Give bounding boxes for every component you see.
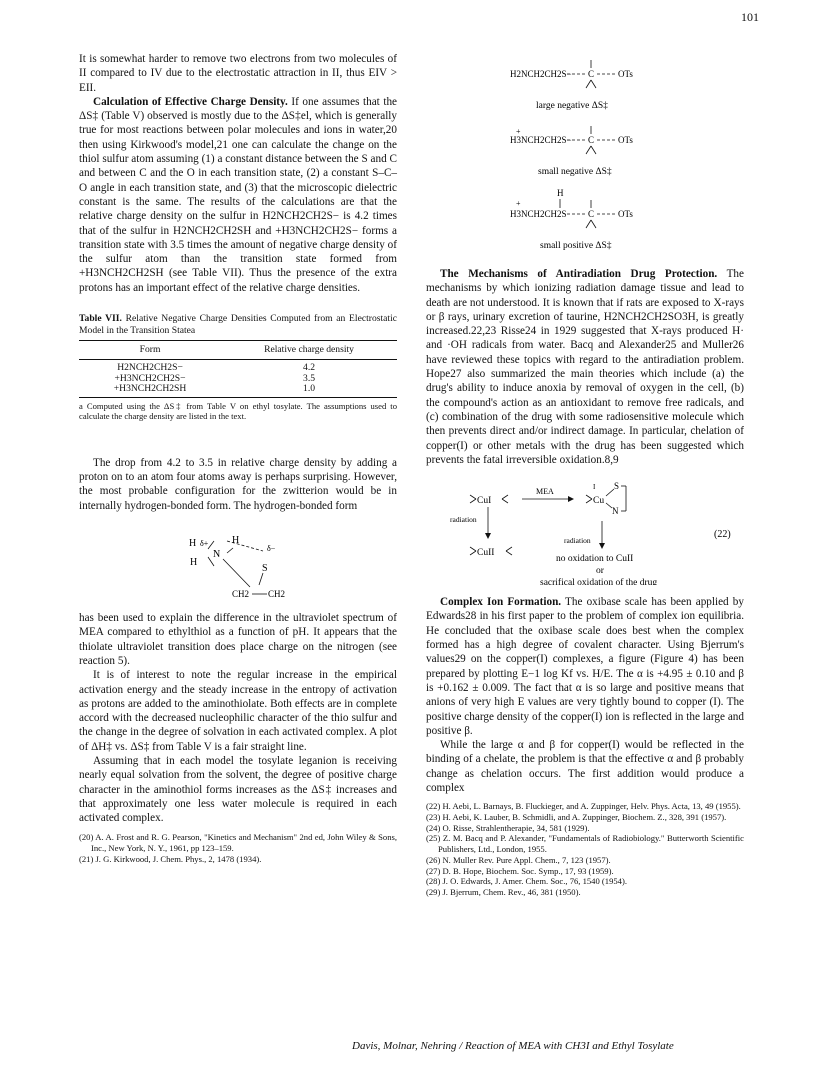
carbon-atom: C (588, 209, 595, 219)
zwitterion-formula: H3NCH2CH2S− (510, 135, 572, 145)
transition-state-schemes (426, 46, 744, 256)
table-title: Relative Negative Charge Densities Computed from an Electrostatic Model in the Transition Statea (79, 313, 398, 336)
reference-item: (23) H. Aebi, K. Lauber, B. Schmidli, and A. Zuppinger, Biochem. Z., 328, 391 (1957). (426, 812, 727, 823)
hydrogen-atom: H (189, 538, 197, 550)
or-label: or (596, 566, 604, 577)
paragraph: It is of interest to note the regular increase in the empirical activation energy and the steady increase in the entropy of activation as protons are added to the aminothiolate. Both effects are in complete accord with the decreased nucleophilic character of the thio sulfur and the change in the degree of solvation in each activated complex. A plot of ΔH‡ vs. ΔS‡ from Table V is a fair straight line. (79, 669, 397, 753)
equation-number: (22) (714, 529, 731, 541)
tosylate-group: OTs (618, 69, 633, 79)
reference-item: (22) H. Aebi, L. Barnays, B. Fluckieger, and A. Zuppinger, Helv. Phys. Acta, 13, 49 (1955). (426, 801, 741, 812)
paragraph-text: The mechanisms by which ionizing radiation damage tissue and lead to death are not understood. It is known that if rats are exposed to X-rays or β rays, urinary excretion of taurine, H2NCH2CH2SO3H, is greatly increased.22,23 Risse24 in 1929 suggested that X-rays produced H· and ·OH radicals from water. Bacq and Alexander25 and Muller26 have reviewed these topics with regard to the antiradiation problem. Hope27 also summarized the main theories which include (a) the drug's ability to induce anoxia by removal of oxygen in the cell, (b) the compound's action as an antioxidant to remove free radicals, and (c) combination of the drug with some radiosensitive molecule which then prevents direct and/or indirect damage. In particular, chelation of copper(I) or other metals with the drug has been suggested which prevents the fatal irreversible oxidation.8,9 (426, 268, 744, 466)
plus-charge: + (516, 199, 521, 208)
hydrogen-atom: H (557, 188, 564, 198)
table-cell: +H3NCH2CH2SH (79, 384, 221, 397)
section-heading: Calculation of Effective Charge Density. (93, 95, 288, 108)
radiation-label: radiation (564, 536, 591, 546)
table-cell: 3.5 (303, 372, 316, 384)
table-label: Table VII. (79, 313, 122, 325)
tosylate-group: OTs (618, 209, 633, 219)
copper-i: CuI (477, 496, 492, 507)
delta-minus: δ− (267, 544, 276, 554)
paragraph-antiradiation (426, 267, 744, 467)
sacrificial-oxidation-label: sacrifical oxidation of the drug (540, 578, 658, 586)
copper-ii: CuII (477, 548, 495, 559)
reaction-22-drawing (426, 477, 744, 585)
paragraph: The drop from 4.2 to 3.5 in relative charge density by adding a proton on to an atom four atoms away is perhaps surprising. However, the most probable configuration for the zwitterion would be in internally hydrogen-bonded form. The hydrogen-bonded form (79, 456, 397, 512)
hydrogen-atom: H (232, 535, 240, 547)
table-caption (79, 313, 397, 336)
table-header: Form (79, 341, 221, 360)
reference-item: (26) N. Muller Rev. Pure Appl. Chem., 7, 123 (1957). (426, 854, 611, 865)
nitrogen-atom: N (612, 506, 619, 517)
no-oxidation-label: no oxidation to CuII (556, 554, 634, 565)
entropy-label: small positive ΔS‡ (540, 241, 612, 251)
page-number: 101 (741, 10, 759, 24)
charge-density-table (79, 340, 397, 398)
transition-state-drawing (426, 46, 744, 256)
table-cell: 4.2 (303, 362, 316, 374)
reference-item: (28) J. O. Edwards, J. Amer. Chem. Soc., 76, 1540 (1954). (426, 876, 627, 887)
table-row (79, 360, 397, 374)
sulfur-atom: S (614, 481, 620, 492)
plus-charge: + (516, 127, 521, 136)
paragraph-complex-ion (426, 595, 744, 738)
radiation-label: radiation (450, 515, 477, 525)
ch2-group: CH2 (232, 589, 250, 600)
references-right (426, 801, 744, 897)
mea-reagent: MEA (536, 487, 554, 497)
reference-item: (29) J. Bjerrum, Chem. Rev., 46, 381 (1950). (426, 886, 581, 897)
table-cell: +H3NCH2CH2S− (114, 372, 186, 384)
paragraph-text: The oxibase scale has been applied by Edwards28 in his first paper to the problem of complex ion equilibria. He concluded that the oxibase scale does best when the complex formed has a high degree of covalent character. Using Bjerrum's values29 on the copper(I) complexes, a figure (Figure 4) has been prepared by plotting E−1 log Kf vs. H/E. The α is +4.95 ± 0.10 and β is +0.162 ± 0.009. The fact that α is so large and positive means that anions of very high E values are very tightly bound to copper (I). The positive charge density of the copper(I) ion is reflected in the large and positive β. (426, 596, 744, 737)
table-cell: 1.0 (221, 384, 397, 397)
reaction-22-scheme (426, 477, 744, 585)
paragraph-charge-density (79, 95, 397, 295)
thiolate-formula: H2NCH2CH2S− (510, 69, 572, 79)
tosylate-group: OTs (618, 135, 633, 145)
reference-item: (24) O. Risse, Strahlentherapie, 34, 581 (1929). (426, 822, 590, 833)
section-heading: The Mechanisms of Antiradiation Drug Protection. (440, 268, 718, 280)
paragraph: It is somewhat harder to remove two electrons from two molecules of II compared to IV due to the electrostatic attraction in II, thus EIV > EII. (79, 53, 397, 94)
reference-item: (20) A. A. Frost and R. G. Pearson, "Kinetics and Mechanism" 2nd ed, John Wiley & Sons, Inc., New York, N. Y., 1961, pp 123–159. (79, 832, 397, 854)
copper-chelate: Cu (593, 496, 605, 507)
entropy-label: small negative ΔS‡ (538, 167, 612, 177)
paragraph: has been used to explain the difference in the ultraviolet spectrum of MEA compared to ethylthiol as a function of pH. It appears that the thiolate ultraviolet transition does place charge on the nitrogen (see reaction 5). (79, 612, 397, 667)
hydrogen-atom: H (190, 557, 198, 569)
paragraph-text: If one assumes that the ΔS‡ (Table V) observed is mostly due to the ΔS‡el, which is generally true for most reactions between polar molecules and ions in water,20 then using Kirkwood's model,21 one can calculate the change on the thiol sulfur atom assuming (1) a constant distance between the S and C and between C and the O in each transition state, (2) a constant S–C–O angle in each transition state, and (3) that the microscopic dielectric constant is the same. The results of the calculations are that the relative charge density on the sulfur in H2NCH2CH2S− is 4.2 times that of the sulfur in H2NCH2CH2SH and +H3NCH2CH2S− forms a transition state with 3.5 times the amount of negative charge density of the sulfur atom than the transition state formed from +H3NCH2CH2SH (see Table VII). Thus the presence of the extra protons has an important effect of the relative charge densities. (79, 95, 398, 294)
references-left (79, 832, 397, 864)
table-row (79, 384, 397, 397)
thiol-formula: H3NCH2CH2S (510, 209, 567, 219)
oxidation-state: I (593, 483, 596, 492)
running-footer: Davis, Molnar, Nehring / Reaction of MEA with CH3I and Ethyl Tosylate (352, 1040, 674, 1052)
section-heading: Complex Ion Formation. (440, 596, 562, 609)
table-header: Relative charge density (221, 341, 397, 360)
hbond-structure-drawing (79, 513, 397, 611)
entropy-label: large negative ΔS‡ (536, 101, 608, 111)
delta-plus: δ+ (200, 539, 209, 549)
table-cell: H2NCH2CH2S− (117, 362, 183, 374)
reference-item: (21) J. G. Kirkwood, J. Chem. Phys., 2, 1478 (1934). (79, 853, 262, 864)
carbon-atom: C (588, 69, 595, 79)
hbond-structure (79, 513, 397, 611)
sulfur-atom: S (262, 563, 268, 575)
carbon-atom: C (588, 135, 595, 145)
paragraph: Assuming that in each model the tosylate leganion is receiving nearly equal solvation from the solvent, the degree of positive charge character in the aminothiol forms increases as the ΔS‡ increases and that approximately one less water molecule is required in each activated complex. (79, 755, 397, 825)
right-column (426, 267, 744, 898)
left-column (79, 52, 397, 865)
reference-item: (25) Z. M. Bacq and P. Alexander, "Fundamentals of Radiobiology." Butterworth Scientific Publishers, Ltd., London, 1955. (426, 833, 744, 855)
paragraph: While the large α and β for copper(I) would be reflected in the binding of a chelate, the problem is that the effective α and β probably change as chelation occurs. The first addition would produce a complex (426, 739, 744, 795)
reference-item: (27) D. B. Hope, Biochem. Soc. Symp., 17, 93 (1959). (426, 865, 614, 876)
nitrogen-atom: N (213, 549, 221, 561)
ch2-group: CH2 (268, 589, 286, 600)
table-footnote: a Computed using the ΔS‡ from Table V on ethyl tosylate. The assumptions used to calculate the charge density are listed in the text. (79, 400, 397, 422)
